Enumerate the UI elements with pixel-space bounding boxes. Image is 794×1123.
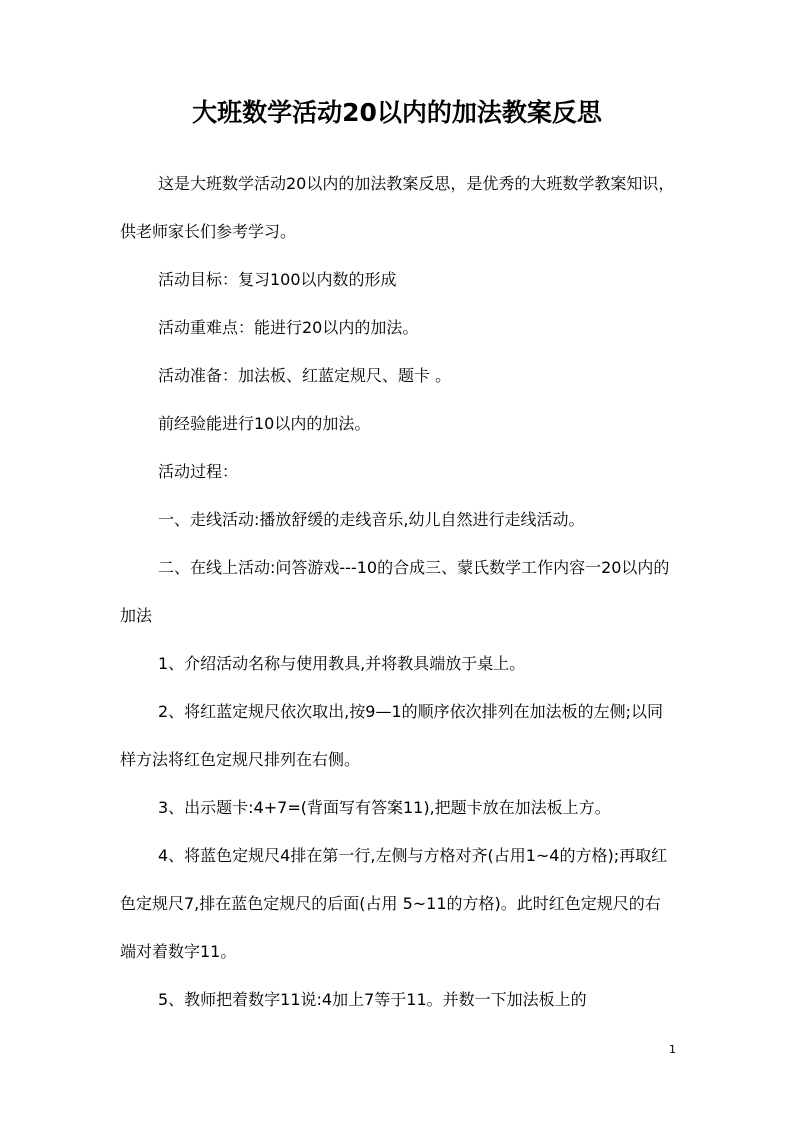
paragraph-item-1: 1、介绍活动名称与使用教具,并将教具端放于桌上。 <box>158 654 526 673</box>
paragraph-item-4: 4、将蓝色定规尺4排在第一行,左侧与方格对齐(占用1~4的方格);再取红色定规尺7,排在蓝色定规尺的后面(占用 5~11的方格)。此时红色定规尺的右端对着数字11。 <box>120 846 668 961</box>
page-number: 1 <box>669 1043 676 1056</box>
document-title: 大班数学活动20以内的加法教案反思 <box>192 98 602 127</box>
paragraph-item-3: 3、出示题卡:4+7=(背面写有答案11),把题卡放在加法板上方。 <box>158 798 611 817</box>
paragraph-item-2: 2、将红蓝定规尺依次取出,按9—1的顺序依次排列在加法板的左侧;以同样方法将红色定规尺排列在右侧。 <box>120 702 664 769</box>
paragraph-step-two: 二、在线上活动:问答游戏---10的合成三、蒙氏数学工作内容一20以内的加法 <box>120 558 670 625</box>
paragraph-step-one: 一、走线活动:播放舒缓的走线音乐,幼儿自然进行走线活动。 <box>158 510 585 529</box>
paragraph-goal: 活动目标：复习100以内数的形成 <box>158 270 397 289</box>
paragraph-experience: 前经验能进行10以内的加法。 <box>158 414 371 433</box>
paragraph-process-heading: 活动过程： <box>158 462 239 481</box>
paragraph-preparation: 活动准备：加法板、红蓝定规尺、题卡 。 <box>158 366 452 385</box>
paragraph-item-5: 5、教师把着数字11说:4加上7等于11。并数一下加法板上的 <box>158 990 587 1009</box>
paragraph-key-point: 活动重难点：能进行20以内的加法。 <box>158 318 419 337</box>
paragraph-intro: 这是大班数学活动20以内的加法教案反思，是优秀的大班数学教案知识，供老师家长们参考学习。 <box>120 174 675 241</box>
